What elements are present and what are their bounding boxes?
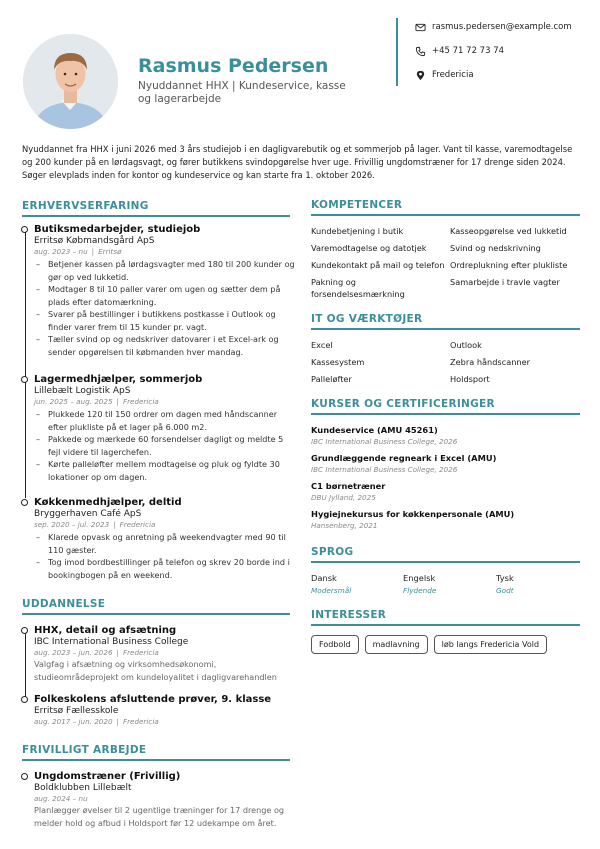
tool-item: Zebra håndscanner (450, 357, 530, 367)
degree-title: HHX, detail og afsætning (34, 625, 177, 636)
language-name: Dansk (311, 573, 337, 583)
job-meta: sep. 2020 – jul. 2023 | Fredericia (34, 520, 156, 529)
timeline-dot (21, 696, 28, 703)
education-dates: aug. 2017 – jun. 2020 (34, 717, 113, 726)
tool-item: Outlook (450, 340, 482, 350)
timeline-dot (21, 627, 28, 634)
section-rule (311, 214, 580, 216)
job-bullet: – Tog imod bordbestillinger på telefon og skrev 20 borde ind i bookingbogen på en weekend. (34, 556, 296, 581)
language-item (403, 573, 493, 595)
job-dates: aug. 2023 – nu (34, 247, 88, 256)
job-title: Butiksmedarbejder, studiejob (34, 224, 201, 235)
tools-grid (311, 339, 580, 390)
school: Erritsø Fællesskole (34, 706, 119, 716)
job-title: Lagermedhjælper, sommerjob (34, 374, 203, 385)
course-item (311, 509, 581, 530)
tool-item: Excel (311, 340, 333, 350)
skill-item: Kundekontakt på mail og telefon (311, 260, 445, 270)
job-bullets (34, 531, 296, 581)
course-item (311, 425, 581, 446)
experience-entry (34, 224, 296, 358)
section-title-courses: KURSER OG CERTIFICERINGER (311, 398, 495, 410)
header-divider (396, 18, 398, 86)
contact-email[interactable] (414, 21, 572, 33)
skill-item: Kasseopgørelse ved lukketid (450, 226, 567, 236)
course-provider: DBU Jylland, 2025 (311, 493, 376, 502)
timeline-dot (21, 376, 28, 383)
section-title-experience: ERHVERVSERFARING (22, 200, 149, 212)
interest-chip: madlavning (365, 635, 428, 654)
job-bullet: – Tæller svind op og nedskriver datovarer i et Excel-ark og sender opgørelsen til købmanden hver mandag. (34, 333, 296, 358)
section-rule (22, 759, 290, 761)
skill-item: Pakning og forsendelsesmærkning (311, 277, 405, 299)
job-place: Erritsø (98, 247, 122, 256)
employer: Lillebælt Logistik ApS (34, 386, 131, 396)
phone-icon (414, 45, 426, 57)
experience-entry (34, 497, 296, 581)
profile-photo-image (23, 34, 118, 129)
course-item (311, 481, 581, 502)
school: IBC International Business College (34, 637, 189, 647)
interest-chips (311, 635, 547, 654)
skill-item: Kundebetjening i butik (311, 226, 404, 236)
skill-item: Ordreplukning efter plukliste (450, 260, 568, 270)
volunteer-title: Ungdomstræner (Frivillig) (34, 771, 181, 782)
tool-item: Palleløfter (311, 374, 352, 384)
job-bullets (34, 258, 296, 358)
section-title-education: UDDANNELSE (22, 598, 106, 610)
language-level: Flydende (403, 586, 437, 595)
job-dates: sep. 2020 – jul. 2023 (34, 520, 110, 529)
skill-item: Svind og nedskrivning (450, 243, 541, 253)
employer: Erritsø Købmandsgård ApS (34, 236, 155, 246)
section-rule (311, 328, 580, 330)
language-level: Modersmål (311, 586, 352, 595)
education-place: Fredericia (122, 648, 159, 657)
section-rule (311, 624, 580, 626)
job-dates: jun. 2025 – aug. 2025 (34, 397, 113, 406)
timeline-dot (21, 773, 28, 780)
section-rule (311, 561, 580, 563)
job-bullets (34, 408, 296, 483)
job-meta: aug. 2023 – nu | Erritsø (34, 247, 122, 256)
resume-header (0, 0, 600, 140)
language-name: Tysk (496, 573, 514, 583)
job-bullet: – Betjener kassen på lørdagsvagter med 180 til 200 kunder og gør op ved lukketid. (34, 258, 296, 283)
job-bullet: – Modtager 8 til 10 paller varer om ugen og sætter dem på plads efter datomærkning. (34, 283, 296, 308)
profile-photo (23, 34, 118, 129)
section-title-languages: SPROG (311, 546, 354, 558)
language-item (496, 573, 586, 595)
section-title-volunteer: FRIVILLIGT ARBEJDE (22, 744, 147, 756)
timeline-dot (21, 226, 28, 233)
language-name: Engelsk (403, 573, 436, 583)
volunteer-description: Planlægger øvelser til 2 ugentlige træninger for 17 drenge og melder hold og afbud i Holdsport før 12 udekampe om året. (34, 805, 285, 828)
education-dates: aug. 2023 – jun. 2026 (34, 648, 113, 657)
course-title: Kundeservice (AMU 45261) (311, 425, 438, 435)
timeline-dot (21, 499, 28, 506)
education-meta: aug. 2017 – jun. 2020 | Fredericia (34, 717, 159, 726)
course-provider: IBC International Business College, 2026 (311, 437, 458, 446)
interest-chip: Fodbold (311, 635, 359, 654)
job-place: Fredericia (119, 520, 156, 529)
job-bullet: – Klarede opvask og anretning på weekendvagter med 90 til 110 gæster. (34, 531, 296, 556)
contact-phone[interactable] (414, 45, 504, 57)
job-place: Fredericia (122, 397, 159, 406)
course-title: Hygiejnekursus for køkkenpersonale (AMU) (311, 509, 515, 519)
course-provider: IBC International Business College, 2026 (311, 465, 458, 474)
section-title-interests: INTERESSER (311, 609, 387, 621)
education-timeline (25, 632, 26, 702)
education-entry (34, 625, 296, 683)
course-title: C1 børnetræner (311, 481, 386, 491)
job-bullet: – Plukkede 120 til 150 ordrer om dagen med håndscanner efter plukliste på et lager på 6.000 m2. (34, 408, 296, 433)
volunteer-dates: aug. 2024 – nu (34, 794, 88, 803)
tool-item: Kassesystem (311, 357, 365, 367)
section-title-tools: IT OG VÆRKTØJER (311, 313, 423, 325)
section-title-skills: KOMPETENCER (311, 199, 403, 211)
education-entry (34, 694, 296, 726)
skill-item: Varemodtagelse og datotjek (311, 243, 427, 253)
language-item (311, 573, 401, 595)
interest-chip: løb langs Fredericia Vold (434, 635, 547, 654)
job-bullet: – Pakkede og mærkede 60 forsendelser dagligt og meldte 5 fejl videre til lagerchefen. (34, 433, 296, 458)
pin-icon (414, 69, 426, 81)
candidate-headline: Nyuddannet HHX | Kundeservice, kasse og lagerarbejde (138, 80, 346, 105)
language-level: Godt (496, 586, 514, 595)
volunteer-org: Boldklubben Lillebælt (34, 783, 132, 793)
contact-location-text: Fredericia (432, 70, 474, 80)
job-meta: jun. 2025 – aug. 2025 | Fredericia (34, 397, 159, 406)
candidate-name: Rasmus Pedersen (138, 55, 329, 77)
degree-title: Folkeskolens afsluttende prøver, 9. klasse (34, 694, 272, 705)
tool-item: Holdsport (450, 374, 490, 384)
skill-item: Samarbejde i travle vagter (450, 277, 560, 287)
experience-entry (34, 374, 296, 483)
course-title: Grundlæggende regneark i Excel (AMU) (311, 453, 497, 463)
education-meta: aug. 2023 – jun. 2026 | Fredericia (34, 648, 159, 657)
section-rule (311, 413, 580, 415)
section-rule (22, 215, 290, 217)
contact-email-text: rasmus.pedersen@example.com (432, 22, 572, 32)
section-rule (22, 613, 290, 615)
education-description: Valgfag i afsætning og virksomhedsøkonomi, studieområdeprojekt om kundeloyalitet i dagligvarehandlen (34, 659, 277, 682)
course-provider: Hansenberg, 2021 (311, 521, 378, 530)
course-item (311, 453, 581, 474)
volunteer-entry (34, 771, 296, 829)
contact-location (414, 69, 474, 81)
job-bullet: – Svarer på bestillinger i butikkens postkasse i Outlook og finder varer frem til 15 kunder pr. vagt. (34, 308, 296, 333)
job-bullet: – Kørte palleløfter mellem modtagelse og pluk og fyldte 30 lokationer op om dagen. (34, 458, 296, 483)
skills-grid (311, 225, 580, 305)
experience-timeline (25, 230, 26, 498)
job-title: Køkkenmedhjælper, deltid (34, 497, 182, 508)
contact-phone-text: +45 71 72 73 74 (432, 46, 505, 56)
employer: Bryggerhaven Café ApS (34, 509, 142, 519)
envelope-icon (414, 21, 426, 33)
education-place: Fredericia (122, 717, 159, 726)
profile-summary: Nyuddannet fra HHX i juni 2026 med 3 års studiejob i en dagligvarebutik og et sommerjob på lager. Vant til kasse, varemodtagelse og 200 kunder på en lørdagsvagt, og fører butikkens svindopgørelse hver uge. Frivillig ungdomstræner for 17 drenge siden 2024. Søger elevplads inden for kontor og kundeservice og kan starte fra 1. oktober 2026. (22, 144, 573, 180)
